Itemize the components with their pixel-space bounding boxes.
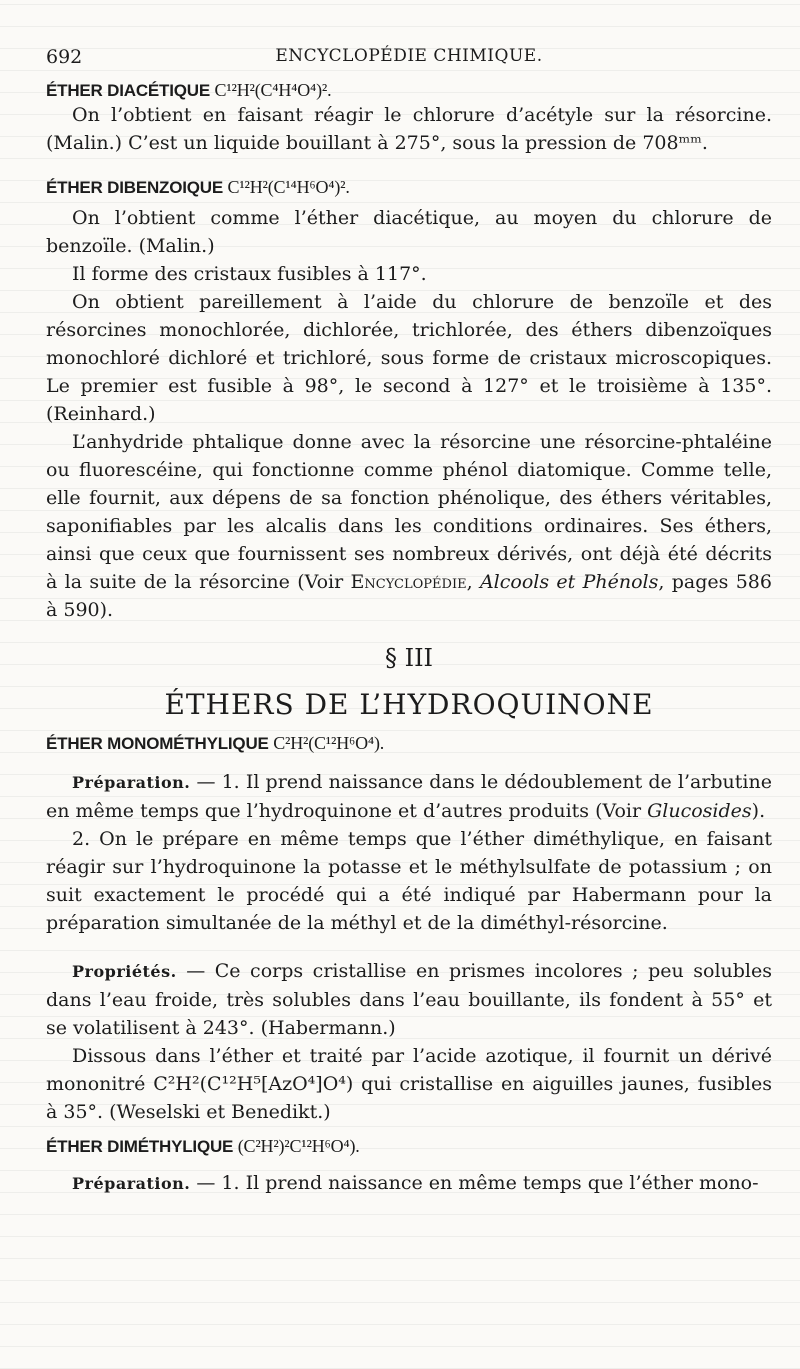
- text: — Ce corps cristallise en prismes incolores ; peu solubles dans l’eau froide, très solubles dans l’eau bouillante, ils fondent à 55° et se volatilisent à 243°. (Habermann.): [46, 960, 772, 1039]
- run-in-label: Préparation.: [72, 1174, 191, 1193]
- heading-formula: (C²H²)²C¹²H⁶O⁴).: [237, 1136, 360, 1156]
- section-title: ÉTHERS DE L’HYDROQUINONE: [164, 688, 654, 721]
- reference-title: Glucosides: [647, 800, 752, 822]
- running-title: ENCYCLOPÉDIE CHIMIQUE.: [275, 46, 543, 66]
- text: ).: [751, 800, 766, 822]
- run-in-label: Propriétés.: [72, 962, 177, 981]
- run-in-label: Préparation.: [72, 773, 191, 792]
- cross-reference: Encyclopédie: [350, 571, 467, 593]
- heading-formula: C¹²H²(C¹⁴H⁶O⁴)².: [227, 177, 350, 197]
- reference-title: Alcools et Phénols: [479, 571, 659, 593]
- heading-ether-dimethylique: [46, 1136, 772, 1157]
- paragraph: 2. On le prépare en même temps que l’éther diméthylique, en faisant réagir sur l’hydroquinone la potasse et le méthylsulfate de potassium ; on suit exactement le procédé qui a été indiqué par Habermann pour la préparation simultanée de la méthyl et de la diméthyl-résorcine.: [46, 828, 772, 934]
- paragraph: Dissous dans l’éther et traité par l’acide azotique, il fournit un dérivé mononitré C²H²(C¹²H⁵[AzO⁴]O⁴) qui cristallise en aiguilles jaunes, fusibles à 35°. (Weselski et Benedikt.): [46, 1045, 772, 1123]
- heading-text: ÉTHER DIMÉTHYLIQUE: [46, 1137, 234, 1156]
- heading-formula: C²H²(C¹²H⁶O⁴).: [273, 733, 385, 753]
- heading-text: ÉTHER DIACÉTIQUE: [46, 81, 210, 100]
- heading-ether-diacetique: [46, 80, 772, 101]
- text: — 1. Il prend naissance en même temps que l’éther mono-: [190, 1172, 759, 1194]
- paragraph: On l’obtient en faisant réagir le chlorure d’acétyle sur la résorcine. (Malin.) C’est un liquide bouillant à 275°, sous la pression de 708ᵐᵐ.: [46, 104, 772, 154]
- paragraph: Il forme des cristaux fusibles à 117°.: [72, 263, 427, 285]
- heading-ether-dibenzoique: [46, 177, 772, 198]
- text: , pages 586 à 590).: [46, 571, 772, 621]
- paragraph-preparation: [46, 1169, 772, 1198]
- running-header: [46, 38, 772, 68]
- paragraph-proprietes: [46, 957, 772, 1042]
- paragraph-preparation: [46, 768, 772, 825]
- paragraph: On obtient pareillement à l’aide du chlorure de benzoïle et des résorcines monochlorée, dichlorée, trichlorée, des éthers dibenzoïques monochloré dichloré et trichloré, sous forme de cristaux microscopiques. Le premier est fusible à 98°, le second à 127° et le troisième à 135°. (Reinhard.): [46, 291, 772, 425]
- text: — 1. Il prend naissance dans le dédoublement de l’arbutine en même temps que l’hydroquinone et d’autres produits (Voir: [46, 771, 772, 822]
- paragraph-fluoresceine: L’anhydride phtalique donne avec la résorcine une résorcine-phtaléine ou fluorescéine, qui fonctionne comme phénol diatomique. Comme telle, elle fournit, aux dépens de sa fonction phénolique, des éthers véritables, saponifiables par les alcalis dans les conditions ordinaires. Ses éthers, ainsi que ceux que fournissent ses nombreux dérivés, ont déjà été décrits à la suite de la résorcine (Voir Encyclopédie, Alcools et Phénols, pages 586 à 590).: [46, 431, 772, 621]
- page: [46, 38, 772, 1198]
- section-number: § III: [384, 644, 434, 672]
- heading-ether-monomethylique: [46, 733, 772, 754]
- heading-formula: C¹²H²(C⁴H⁴O⁴)².: [214, 80, 332, 100]
- page-number: 692: [46, 46, 83, 68]
- paragraph: On l’obtient comme l’éther diacétique, au moyen du chlorure de benzoïle. (Malin.): [46, 207, 772, 257]
- text: L’anhydride phtalique donne avec la résorcine une résorcine-phtaléine ou fluorescéine, qui fonctionne comme phénol diatomique. Comme telle, elle fournit, aux dépens de sa fonction phénolique, des éthers véritables, saponifiables par les alcalis dans les conditions ordinaires. Ses éthers, ainsi que ceux que fournissent ses nombreux dérivés, ont déjà été décrits à la suite de la résorcine (Voir: [46, 431, 772, 593]
- heading-text: ÉTHER DIBENZOIQUE: [46, 178, 224, 197]
- heading-text: ÉTHER MONOMÉTHYLIQUE: [46, 734, 269, 753]
